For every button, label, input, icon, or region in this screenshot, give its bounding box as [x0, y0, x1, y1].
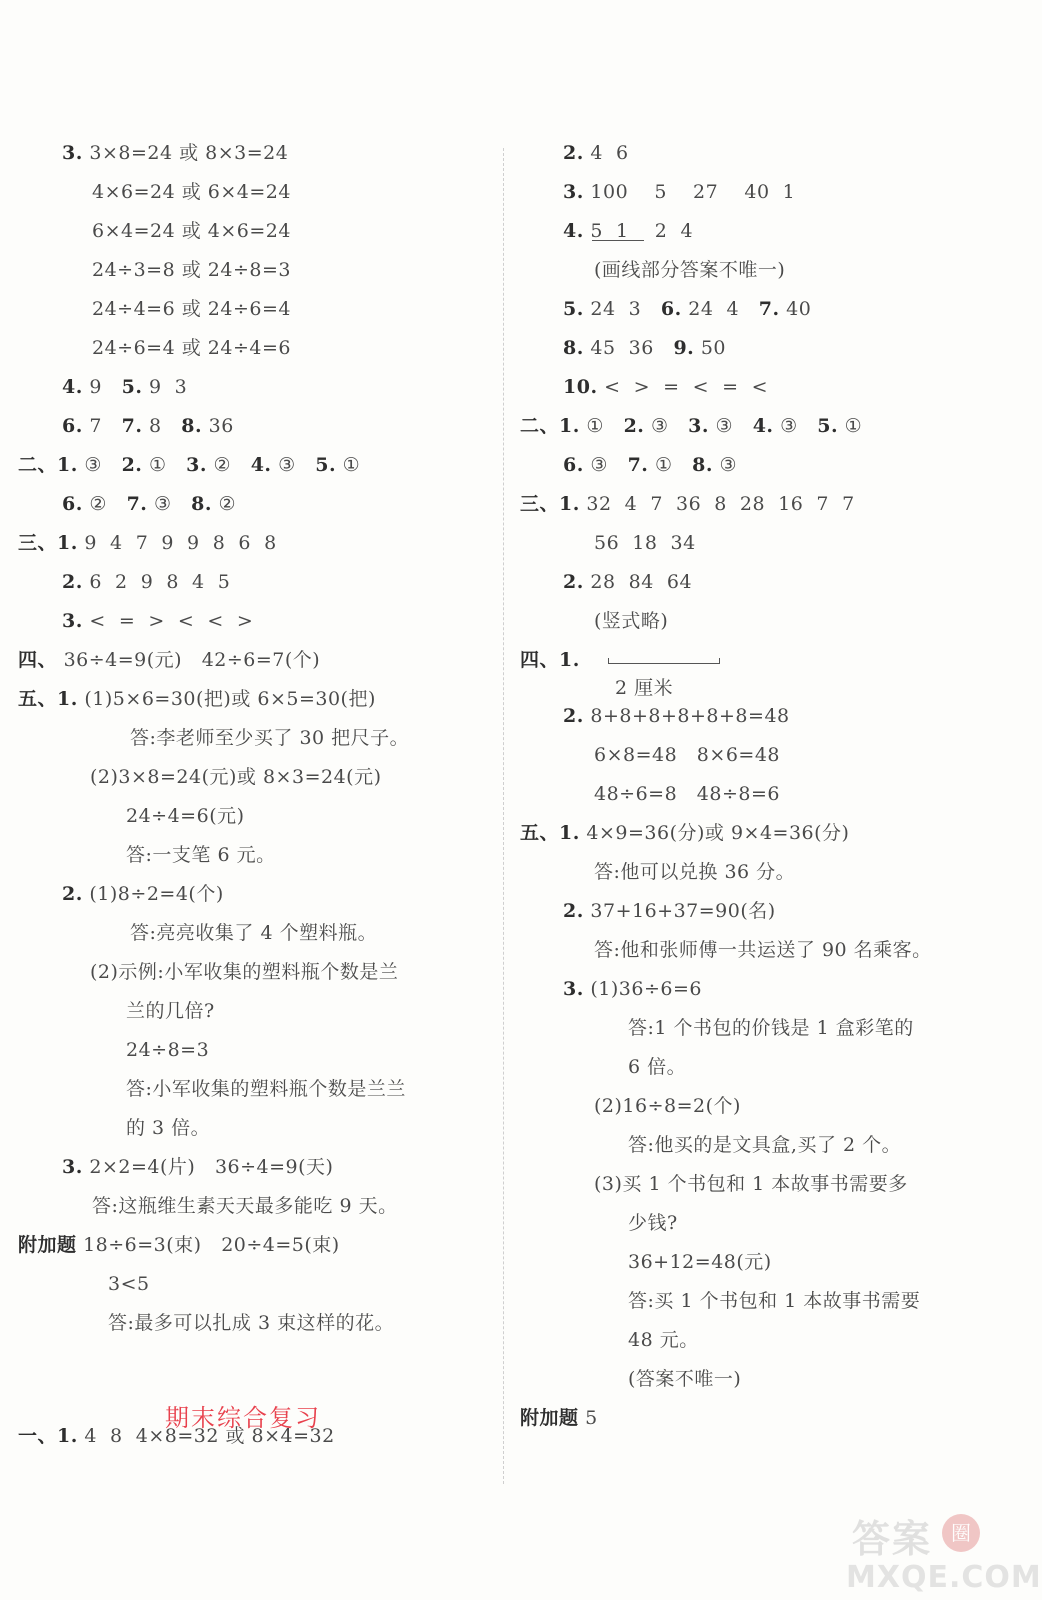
right-answer-line: [594, 257, 805, 283]
answer-text: 9 3: [149, 376, 188, 398]
answer-text: ①: [654, 454, 673, 476]
ruler-line-segment: [608, 663, 720, 670]
question-number: 6.: [62, 493, 83, 515]
answer-text: 24 4: [688, 298, 740, 320]
right-answer-line: [563, 335, 746, 361]
answer-text: 45 36: [590, 337, 654, 359]
question-number: 二、1.: [18, 454, 78, 476]
answer-text: 6×4=24 或 4×6=24: [92, 220, 291, 242]
left-answer-line: [130, 920, 397, 946]
answer-text: (答案不唯一): [628, 1368, 742, 1390]
left-answer-line: [62, 1154, 353, 1180]
question-number: 2.: [623, 415, 645, 437]
ruler-length-label: [615, 675, 673, 701]
left-answer-line: [92, 335, 311, 361]
answer-text: 答:买 1 个书包和 1 本故事书需要: [628, 1290, 921, 1312]
question-number: 7.: [758, 298, 780, 320]
answer-text: 答:他可以兑换 36 分。: [594, 861, 796, 883]
answer-text: 2 厘米: [615, 677, 674, 699]
left-answer-line: [92, 257, 311, 283]
section-title: 期末综合复习: [165, 1404, 321, 1432]
question-number: 一、1.: [18, 1425, 78, 1447]
right-answer-line: [520, 647, 580, 673]
question-number: 6.: [660, 298, 682, 320]
answer-text: 100 5 27 40 1: [590, 181, 796, 203]
answer-text: ②: [218, 493, 237, 515]
question-number: 四、: [18, 649, 58, 671]
question-number: 3.: [563, 978, 584, 1000]
right-answer-line: [563, 374, 788, 400]
question-number: 5.: [817, 415, 839, 437]
answer-text: 答:最多可以扎成 3 束这样的花。: [108, 1312, 395, 1334]
site-watermark: [846, 1504, 1042, 1596]
answer-text: 5: [585, 1407, 598, 1429]
answer-text: 答:1 个书包的价钱是 1 盒彩笔的: [628, 1017, 914, 1039]
answer-text: 36: [208, 415, 234, 437]
question-number: 附加题: [520, 1407, 579, 1429]
question-number: 8.: [181, 415, 203, 437]
answer-text: 的 3 倍。: [126, 1117, 211, 1139]
left-answer-line: [18, 452, 380, 478]
left-answer-line: [108, 1271, 169, 1297]
left-answer-line: [108, 1310, 414, 1336]
left-answer-line: [62, 491, 256, 517]
left-answer-line: [126, 1076, 426, 1102]
left-answer-line: [126, 998, 234, 1024]
answer-text: 9 4 7 9 9 8 6 8: [84, 532, 277, 554]
answer-text: (1)8÷2=4(个): [89, 883, 224, 905]
question-number: 2.: [563, 705, 584, 727]
left-answer-line: [62, 374, 207, 400]
answer-text: 兰的几倍?: [126, 1000, 215, 1022]
answer-text: (竖式略): [594, 610, 669, 632]
answer-text: 5 1 2 4: [590, 220, 694, 242]
answer-text: 少钱?: [628, 1212, 678, 1234]
answer-text: 答:这瓶维生素天天最多能吃 9 天。: [92, 1195, 398, 1217]
right-answer-line: [594, 937, 951, 963]
watermark-badge: 圈: [942, 1514, 980, 1552]
answer-text: 答:小军收集的塑料瓶个数是兰兰: [126, 1078, 406, 1100]
right-answer-line: [563, 569, 712, 595]
answer-text: 24 3: [590, 298, 642, 320]
answer-text: 2×2=4(片) 36÷4=9(天): [89, 1156, 334, 1178]
answer-text: ②: [213, 454, 232, 476]
answer-text: ③: [715, 415, 734, 437]
left-answer-line: [126, 842, 295, 868]
answer-text: ①: [586, 415, 604, 437]
right-answer-line: [563, 703, 809, 729]
left-answer-line: [126, 803, 264, 829]
question-number: 附加题: [18, 1234, 77, 1256]
left-answer-line: [18, 530, 296, 556]
answer-text: 8: [149, 415, 162, 437]
answer-text: 8+8+8+8+8+8=48: [590, 705, 790, 727]
answer-underline: [592, 240, 644, 241]
question-number: 4.: [250, 454, 272, 476]
answer-text: 32 4 7 36 8 28 16 7 7: [586, 493, 855, 515]
question-number: 8.: [692, 454, 713, 476]
question-number: 2.: [62, 883, 83, 905]
question-number: 6.: [563, 454, 584, 476]
answer-text: ①: [148, 454, 167, 476]
answer-text: (画线部分答案不唯一): [594, 259, 786, 281]
left-answer-line: [90, 959, 418, 985]
right-answer-line: [628, 1366, 761, 1392]
watermark-text-bottom: MXQE.COM: [846, 1560, 1042, 1595]
answer-text: 4×9=36(分)或 9×4=36(分): [586, 822, 850, 844]
answer-text: 3×8=24 或 8×3=24: [89, 142, 289, 164]
left-answer-line: [62, 140, 308, 166]
right-answer-line: [628, 1054, 706, 1080]
answer-text: ③: [153, 493, 172, 515]
left-answer-line: [62, 569, 250, 595]
left-answer-line: [62, 608, 273, 634]
question-number: 四、1.: [520, 649, 580, 671]
answer-text: ③: [719, 454, 738, 476]
answer-text: ①: [844, 415, 863, 437]
answer-text: 答:他和张师傅一共运送了 90 名乘客。: [594, 939, 932, 961]
answer-text: 24÷3=8 或 24÷8=3: [92, 259, 291, 281]
question-number: 5.: [563, 298, 584, 320]
question-number: 7.: [627, 454, 649, 476]
right-answer-line: [594, 530, 715, 556]
question-number: 3.: [563, 181, 584, 203]
answer-text: 6 2 9 8 4 5: [89, 571, 231, 593]
left-answer-line: [92, 218, 311, 244]
answer-text: ③: [780, 415, 798, 437]
answer-text: ②: [89, 493, 107, 515]
right-answer-line: [628, 1288, 940, 1314]
question-number: 2.: [121, 454, 143, 476]
right-answer-line: [628, 1327, 718, 1353]
answer-text: (1)5×6=30(把)或 6×5=30(把): [84, 688, 376, 710]
answer-text: 答:李老师至少买了 30 把尺子。: [130, 727, 410, 749]
answer-text: 9: [89, 376, 102, 398]
left-answer-line: [126, 1115, 230, 1141]
answer-text: ③: [278, 454, 296, 476]
left-answer-line: [92, 1193, 417, 1219]
answer-text: 答:一支笔 6 元。: [126, 844, 276, 866]
right-answer-line: [594, 781, 800, 807]
question-number: 三、1.: [18, 532, 78, 554]
left-answer-line: [18, 1232, 359, 1258]
answer-text: 18÷6=3(束) 20÷4=5(束): [83, 1234, 340, 1256]
left-answer-line: [126, 1037, 229, 1063]
left-answer-line: [18, 647, 340, 673]
question-number: 5.: [121, 376, 143, 398]
answer-text: 答:亮亮收集了 4 个塑料瓶。: [130, 922, 378, 944]
right-answer-line: [594, 1093, 761, 1119]
right-answer-line: [594, 742, 800, 768]
right-answer-line: [563, 140, 648, 166]
question-number: 3.: [186, 454, 207, 476]
question-number: 2.: [563, 571, 584, 593]
left-answer-line: [92, 179, 311, 205]
question-number: 3.: [688, 415, 709, 437]
answer-text: 6 倍。: [628, 1056, 687, 1078]
question-number: 7.: [121, 415, 143, 437]
question-number: 7.: [126, 493, 148, 515]
question-number: 2.: [563, 900, 584, 922]
right-answer-line: [594, 859, 815, 885]
question-number: 4.: [563, 220, 584, 242]
right-answer-line: [594, 608, 688, 634]
answer-text: 56 18 34: [594, 532, 696, 554]
answer-text: < > = < = <: [604, 376, 769, 398]
answer-text: 3<5: [108, 1273, 150, 1295]
question-number: 3.: [62, 142, 83, 164]
question-number: 10.: [563, 376, 598, 398]
question-number: 2.: [563, 142, 584, 164]
question-number: 3.: [62, 610, 83, 632]
answer-text: 4 8 4×8=32 或 8×4=32: [84, 1425, 335, 1447]
question-number: 二、1.: [520, 415, 580, 437]
left-answer-line: [130, 725, 429, 751]
right-answer-line: [628, 1132, 921, 1158]
left-answer-line: [92, 296, 311, 322]
answer-text: ③: [650, 415, 669, 437]
right-answer-line: [520, 491, 874, 517]
left-answer-line: [90, 764, 401, 790]
question-number: 五、1.: [18, 688, 78, 710]
answer-text: 4 6: [590, 142, 629, 164]
answer-text: 7: [89, 415, 102, 437]
right-answer-line: [563, 898, 795, 924]
question-number: 五、1.: [520, 822, 580, 844]
left-answer-line: [62, 413, 253, 439]
question-number: 5.: [315, 454, 337, 476]
answer-text: 37+16+37=90(名): [590, 900, 776, 922]
answer-text: 24÷4=6(元): [126, 805, 245, 827]
answer-text: 48÷6=8 48÷8=6: [594, 783, 781, 805]
right-answer-line: [520, 413, 882, 439]
question-number: 三、1.: [520, 493, 580, 515]
answer-text: 6×8=48 8×6=48: [594, 744, 781, 766]
answer-text: ①: [342, 454, 361, 476]
answer-text: 28 84 64: [590, 571, 693, 593]
answer-text: 48 元。: [628, 1329, 699, 1351]
question-number: 8.: [563, 337, 584, 359]
answer-text: (3)买 1 个书包和 1 本故事书需要多: [594, 1173, 908, 1195]
right-answer-line: [563, 452, 757, 478]
answer-text: 24÷8=3: [126, 1039, 210, 1061]
answer-text: 36÷4=9(元) 42÷6=7(个): [63, 649, 321, 671]
right-answer-line: [563, 296, 831, 322]
watermark-text-top: 答案: [852, 1517, 933, 1561]
left-answer-line: [62, 881, 243, 907]
question-number: 2.: [62, 571, 83, 593]
right-answer-line: [563, 179, 815, 205]
answer-text: 答:他买的是文具盒,买了 2 个。: [628, 1134, 902, 1156]
answer-text: 24÷4=6 或 24÷6=4: [92, 298, 291, 320]
answer-text: 50: [700, 337, 727, 359]
left-answer-line: [18, 686, 396, 712]
question-number: 4.: [752, 415, 774, 437]
answer-text: 4×6=24 或 6×4=24: [92, 181, 291, 203]
answer-text: (2)示例:小军收集的塑料瓶个数是兰: [90, 961, 399, 983]
right-answer-line: [628, 1015, 933, 1041]
answer-text: 40: [786, 298, 812, 320]
question-number: 8.: [191, 493, 212, 515]
answer-text: 24÷6=4 或 24÷4=6: [92, 337, 291, 359]
answer-text: < = > < < >: [89, 610, 254, 632]
column-divider: [503, 148, 504, 1484]
answer-text: 36+12=48(元): [628, 1251, 772, 1273]
right-answer-line: [628, 1249, 791, 1275]
answer-text: (2)16÷8=2(个): [594, 1095, 741, 1117]
question-number: 3.: [62, 1156, 83, 1178]
question-number: 4.: [62, 376, 83, 398]
answer-text: (2)3×8=24(元)或 8×3=24(元): [90, 766, 382, 788]
right-answer-line: [594, 1171, 927, 1197]
right-answer-line: [520, 820, 869, 846]
right-answer-line: [563, 976, 722, 1002]
answer-text: ③: [84, 454, 102, 476]
answer-text: ③: [590, 454, 608, 476]
question-number: 9.: [673, 337, 695, 359]
right-answer-line: [520, 1405, 617, 1431]
answer-text: (1)36÷6=6: [590, 978, 702, 1000]
right-answer-line: [628, 1210, 697, 1236]
question-number: 6.: [62, 415, 83, 437]
